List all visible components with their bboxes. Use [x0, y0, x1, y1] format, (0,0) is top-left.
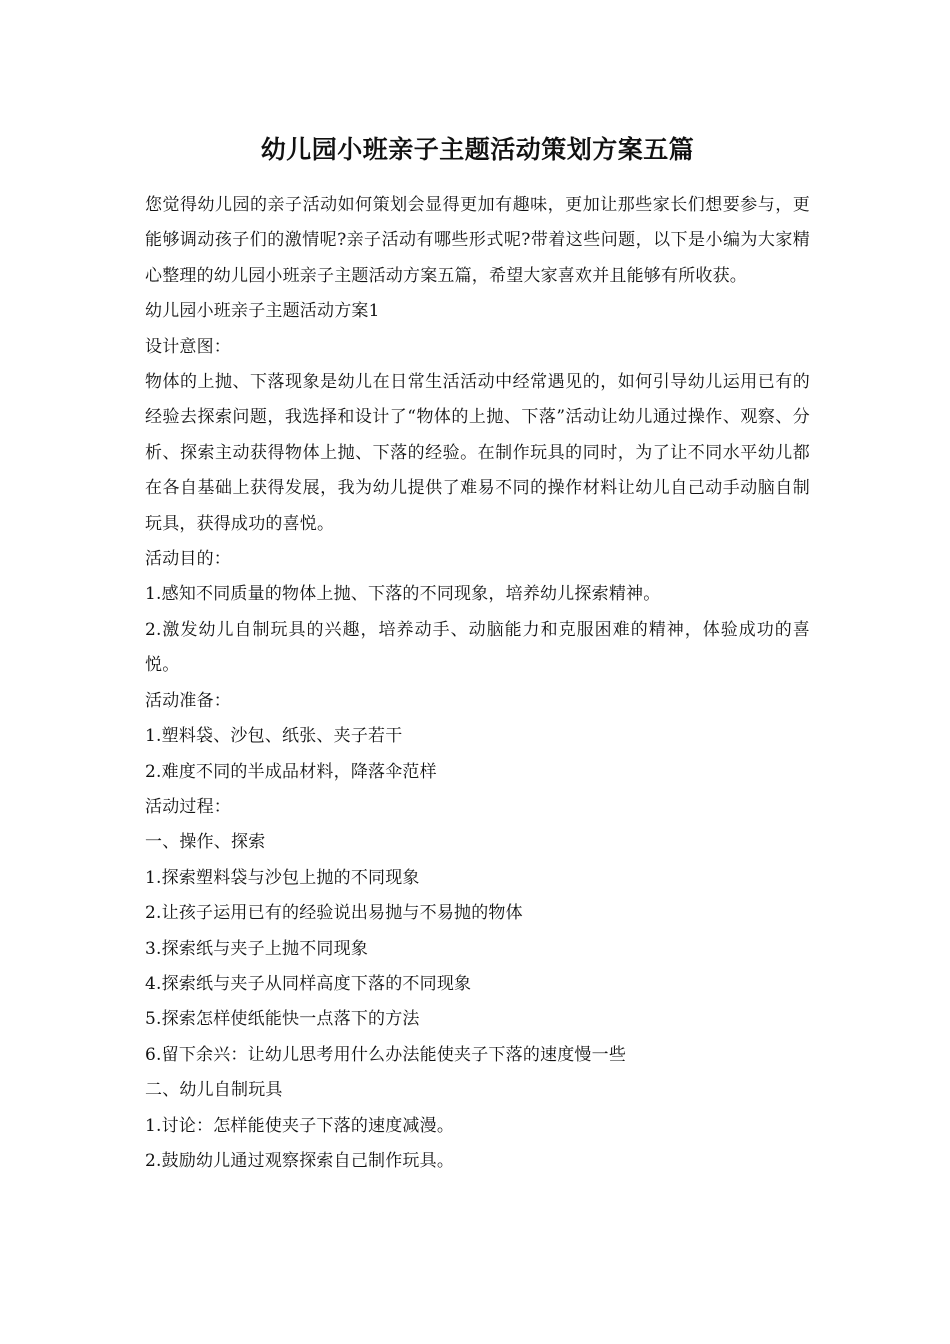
design-intent-label: 设计意图：: [145, 336, 231, 357]
goal-item: 2.激发幼儿自制玩具的兴趣，培养动手、动脑能力和克服困难的精神，体验成功的喜悦。: [145, 619, 810, 676]
process-step: 6.留下余兴：让幼儿思考用什么办法能使夹子下落的速度慢一些: [145, 1044, 627, 1065]
design-intent-paragraph: 物体的上抛、下落现象是幼儿在日常生活活动中经常遇见的，如何引导幼儿运用已有的经验去探索问题，我选择和设计了“物体的上抛、下落”活动让幼儿通过操作、观察、分析、探索主动获得物体上抛、下落的经验。在制作玩具的同时，为了让不同水平幼儿都在各自基础上获得发展，我为幼儿提供了难易不同的操作材料让幼儿自己动手动脑自制玩具，获得成功的喜悦。: [145, 372, 810, 534]
part-heading: 二、幼儿自制玩具: [145, 1080, 283, 1101]
process-step: 3.探索纸与夹子上抛不同现象: [145, 938, 369, 959]
goals-label: 活动目的：: [145, 549, 231, 570]
process-step: 5.探索怎样使纸能快一点落下的方法: [145, 1009, 420, 1030]
intro-paragraph: 您觉得幼儿园的亲子活动如何策划会显得更加有趣味，更加让那些家长们想要参与，更能够调动孩子们的激情呢?亲子活动有哪些形式呢?带着这些问题，以下是小编为大家精心整理的幼儿园小班亲子主题活动方案五篇，希望大家喜欢并且能够有所收获。: [145, 195, 810, 286]
prep-label: 活动准备：: [145, 690, 231, 711]
prep-item: 1.塑料袋、沙包、纸张、夹子若干: [145, 726, 403, 747]
process-step: 1.探索塑料袋与沙包上抛的不同现象: [145, 867, 420, 888]
part-heading: 一、操作、探索: [145, 832, 266, 853]
process-label: 活动过程：: [145, 796, 231, 817]
document-page: [145, 128, 810, 1179]
process-step: 1.讨论：怎样能使夹子下落的速度减漫。: [145, 1115, 455, 1136]
process-step: 2.鼓励幼儿通过观察探索自己制作玩具。: [145, 1150, 455, 1171]
process-step: 4.探索纸与夹子从同样高度下落的不同现象: [145, 973, 472, 994]
prep-item: 2.难度不同的半成品材料，降落伞范样: [145, 761, 437, 782]
goal-item: 1.感知不同质量的物体上抛、下落的不同现象，培养幼儿探索精神。: [145, 584, 661, 605]
document-title: 幼儿园小班亲子主题活动策划方案五篇: [260, 135, 695, 164]
section-heading: 幼儿园小班亲子主题活动方案1: [145, 301, 380, 322]
process-step: 2.让孩子运用已有的经验说出易抛与不易抛的物体: [145, 903, 523, 924]
